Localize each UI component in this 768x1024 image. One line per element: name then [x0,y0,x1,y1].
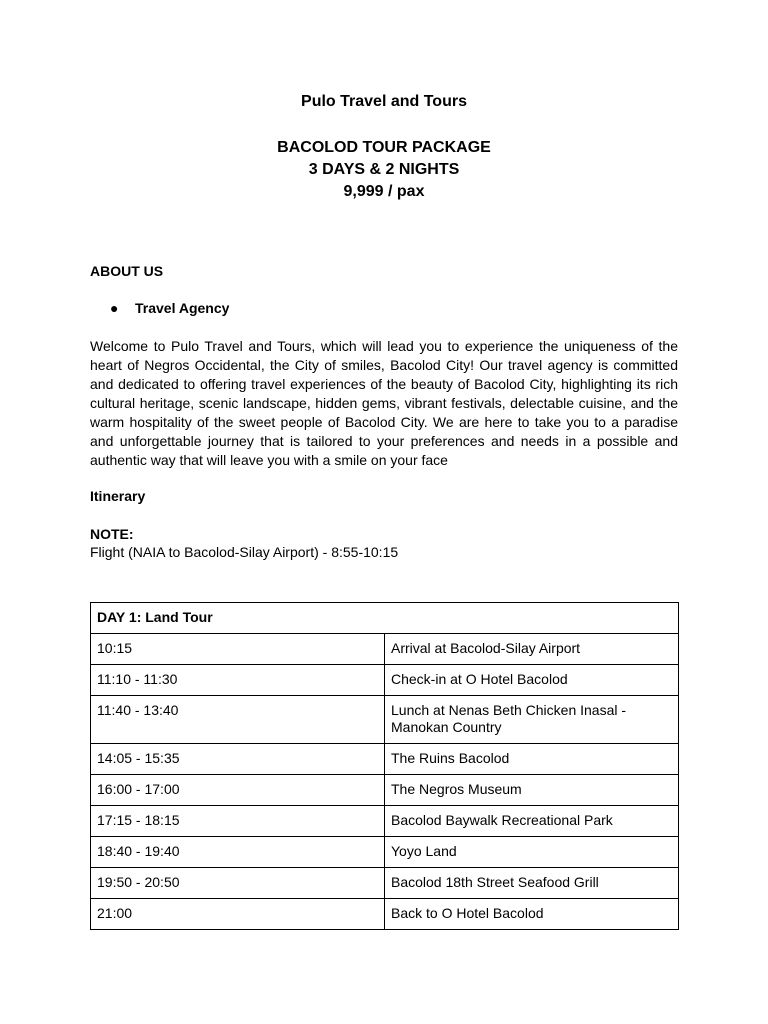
company-name: Pulo Travel and Tours [301,93,467,110]
row-activity: The Ruins Bacolod [385,744,679,775]
about-heading: ABOUT US [90,263,164,279]
row-time: 11:10 - 11:30 [91,665,385,696]
flight-info: Flight (NAIA to Bacolod-Silay Airport) - 8:55-10:15 [90,544,399,560]
row-activity: Yoyo Land [385,837,679,868]
package-title: BACOLOD TOUR PACKAGE [277,139,491,156]
itinerary-heading: Itinerary [90,488,146,504]
table-row [91,634,679,665]
bullet-item [110,300,229,316]
row-activity: Bacolod Baywalk Recreational Park [385,806,679,837]
row-activity: Back to O Hotel Bacolod [385,899,679,930]
table-row [91,806,679,837]
row-time: 18:40 - 19:40 [91,837,385,868]
row-activity: Check-in at O Hotel Bacolod [385,665,679,696]
table-header-row [91,603,679,634]
day1-title: DAY 1: Land Tour [91,603,679,634]
row-activity: Bacolod 18th Street Seafood Grill [385,868,679,899]
row-time: 21:00 [91,899,385,930]
bullet-label: Travel Agency [135,300,230,316]
table-row [91,665,679,696]
package-header [90,137,678,203]
row-activity: Arrival at Bacolod-Silay Airport [385,634,679,665]
package-duration: 3 DAYS & 2 NIGHTS [308,161,460,178]
row-time: 11:40 - 13:40 [91,696,385,744]
bullet-dot-icon: ● [110,300,119,316]
table-row [91,696,679,744]
row-activity: Lunch at Nenas Beth Chicken Inasal - Manokan Country [385,696,679,744]
note-label: NOTE: [90,526,134,542]
table-row [91,899,679,930]
table-row [91,837,679,868]
day1-itinerary-table [90,602,679,930]
row-time: 17:15 - 18:15 [91,806,385,837]
about-paragraph: Welcome to Pulo Travel and Tours, which will lead you to experience the uniqueness of the heart of Negros Occidental, the City of smiles, Bacolod City! Our travel agency is committed and dedicated to offering travel experiences of the beauty of Bacolod City, highlighting its rich cultural heritage, scenic landscape, hidden gems, vibrant festivals, delectable cuisine, and the warm hospitality of the sweet people of Bacolod City. We are here to take you to a paradise and unforgettable journey that is tailored to your preferences and needs in a possible and authentic way that will leave you with a smile on your face [90,338,678,468]
table-row [91,868,679,899]
row-time: 19:50 - 20:50 [91,868,385,899]
row-time: 10:15 [91,634,385,665]
row-time: 16:00 - 17:00 [91,775,385,806]
table-row [91,775,679,806]
table-row [91,744,679,775]
row-time: 14:05 - 15:35 [91,744,385,775]
row-activity: The Negros Museum [385,775,679,806]
package-price: 9,999 / pax [343,183,425,200]
